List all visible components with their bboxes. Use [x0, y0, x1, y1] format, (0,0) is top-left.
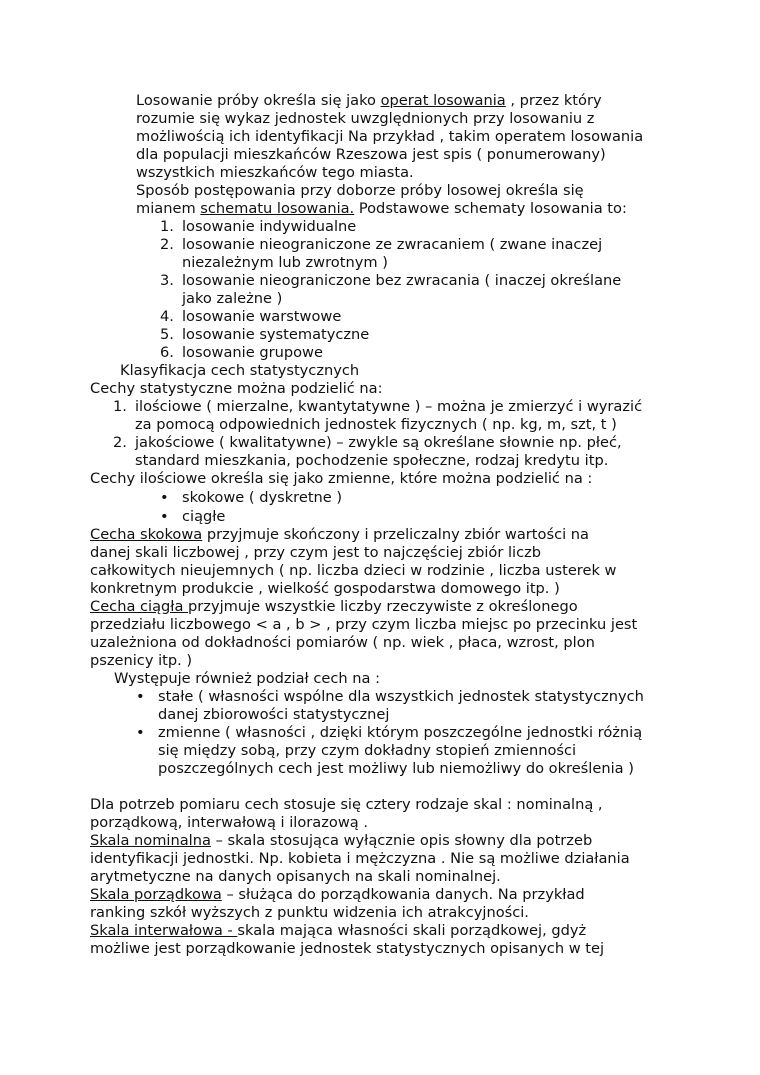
skokowa-line-4: konkretnym produkcie , wielkość gospodarstwa domowego itp. )	[90, 580, 560, 597]
stale-line-2: danej zbiorowości statystycznej	[158, 706, 390, 723]
bullet-icon: •	[160, 508, 169, 525]
ilosciowe-intro: Cechy ilościowe określa się jako zmienne, które można podzielić na :	[90, 470, 593, 487]
skokowa-line-2: danej skali liczbowej , przy czym jest to najczęściej zbiór liczb	[90, 544, 542, 561]
ciagla-line-4: pszenicy itp. )	[90, 652, 193, 669]
stale-line-1: • stałe ( własności wspólne dla wszystkich jednostek statystycznych	[136, 688, 644, 705]
zmienne-line-3: poszczególnych cech jest możliwy lub niemożliwy do określenia )	[158, 760, 634, 777]
cechy-type-1-cont: za pomocą odpowiednich jednostek fizycznych ( np. kg, m, szt, t )	[135, 416, 617, 433]
term-operat-losowania: operat losowania	[380, 92, 506, 109]
skale-intro-line-1: Dla potrzeb pomiaru cech stosuje się cztery rodzaje skal : nominalną ,	[90, 796, 603, 813]
scheme-item-3: 3. losowanie nieograniczone bez zwracania ( inaczej określane	[160, 272, 622, 289]
porzadkowa-line-1: Skala porządkowa – służąca do porządkowania danych. Na przykład	[90, 886, 585, 903]
scheme-item-4: 4. losowanie warstwowe	[160, 308, 342, 325]
cechy-intro: Cechy statystyczne można podzielić na:	[90, 380, 383, 397]
term-skala-nominalna: Skala nominalna	[90, 832, 211, 849]
interwalowa-line-2: możliwe jest porządkowanie jednostek statystycznych opisanych w tej	[90, 940, 605, 957]
term-skala-interwalowa: Skala interwałowa -	[90, 922, 238, 939]
skokowa-line-1: Cecha skokowa przyjmuje skończony i przeliczalny zbiór wartości na	[90, 526, 589, 543]
p1-line-1: Losowanie próby określa się jako operat losowania , przez który	[136, 92, 602, 109]
ciagla-line-1: Cecha ciągła przyjmuje wszystkie liczby rzeczywiste z określonego	[90, 598, 578, 615]
scheme-item-2-cont: niezależnym lub zwrotnym )	[182, 254, 388, 271]
interwalowa-line-1: Skala interwałowa - skala mająca własności skali porządkowej, gdyż	[90, 922, 587, 939]
scheme-item-2: 2. losowanie nieograniczone ze zwracaniem ( zwane inaczej	[160, 236, 603, 253]
scheme-item-6: 6. losowanie grupowe	[160, 344, 323, 361]
scheme-item-5: 5. losowanie systematyczne	[160, 326, 370, 343]
p1-line-3: możliwością ich identyfikacji Na przykład , takim operatem losowania	[136, 128, 644, 145]
cechy-type-2-cont: standard mieszkania, pochodzenie społeczne, rodzaj kredytu itp.	[135, 452, 609, 469]
zmienne-line-2: się między sobą, przy czym dokładny stopień zmienności	[158, 742, 577, 759]
bullet-icon: •	[136, 724, 145, 741]
p2-line-1: Sposób postępowania przy doborze próby losowej określa się	[136, 182, 584, 199]
term-skala-porzadkowa: Skala porządkowa	[90, 886, 222, 903]
nominalna-line-1: Skala nominalna – skala stosująca wyłącznie opis słowny dla potrzeb	[90, 832, 593, 849]
p1-line-2: rozumie się wykaz jednostek uwzględnionych przy losowaniu z	[136, 110, 595, 127]
ciagla-line-2: przedziału liczbowego < a , b > , przy czym liczba miejsc po przecinku jest	[90, 616, 638, 633]
term-cecha-skokowa: Cecha skokowa	[90, 526, 203, 543]
bullet-icon: •	[136, 688, 145, 705]
p1-line-5: wszystkich mieszkańców tego miasta.	[136, 164, 414, 181]
skokowa-line-3: całkowitych nieujemnych ( np. liczba dzieci w rodzinie , liczba usterek w	[90, 562, 617, 579]
term-schemat-losowania: schematu losowania.	[200, 200, 355, 217]
scheme-item-1: 1. losowanie indywidualne	[160, 218, 357, 235]
bullet-icon: •	[160, 489, 169, 506]
variable-kind-2: • ciągłe	[160, 508, 226, 525]
nominalna-line-3: arytmetyczne na danych opisanych na skali nominalnej.	[90, 868, 501, 885]
heading-klasyfikacja: Klasyfikacja cech statystycznych	[120, 362, 360, 379]
p2-line-2: mianem schematu losowania. Podstawowe schematy losowania to:	[136, 200, 627, 217]
zmienne-line-1: • zmienne ( własności , dzięki którym poszczególne jednostki różnią	[136, 724, 643, 741]
scheme-item-3-cont: jako zależne )	[182, 290, 283, 307]
term-cecha-ciagla: Cecha ciągła	[90, 598, 189, 615]
nominalna-line-2: identyfikacji jednostki. Np. kobieta i mężczyzna . Nie są możliwe działania	[90, 850, 630, 867]
podzial-intro: Występuje również podział cech na :	[114, 670, 380, 687]
cechy-type-1: 1. ilościowe ( mierzalne, kwantytatywne ) – można je zmierzyć i wyrazić	[113, 398, 643, 415]
skale-intro-line-2: porządkową, interwałową i ilorazową .	[90, 814, 368, 831]
porzadkowa-line-2: ranking szkół wyższych z punktu widzenia ich atrakcyjności.	[90, 904, 529, 921]
p1-line-4: dla populacji mieszkańców Rzeszowa jest spis ( ponumerowany)	[136, 146, 606, 163]
variable-kind-1: • skokowe ( dyskretne )	[160, 489, 343, 506]
cechy-type-2: 2. jakościowe ( kwalitatywne) – zwykle są określane słownie np. płeć,	[113, 434, 622, 451]
ciagla-line-3: uzależniona od dokładności pomiarów ( np. wiek , płaca, wzrost, plon	[90, 634, 595, 651]
